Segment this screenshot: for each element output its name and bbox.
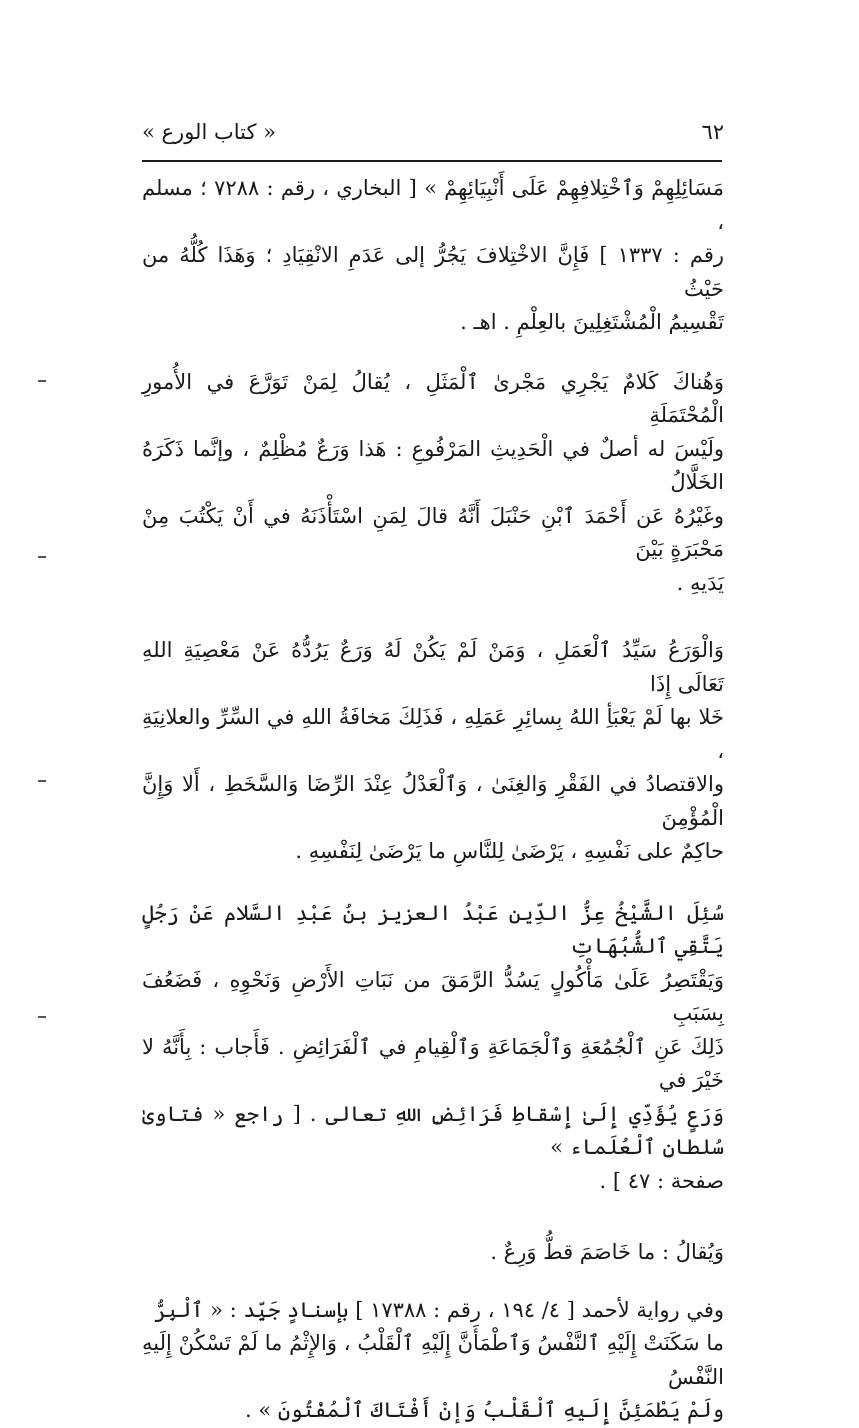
header-rule [142,160,722,162]
book-title: « كتاب الورع » [142,120,276,144]
text-line: يَدَيهِ . [676,570,724,595]
text-line: صفحة : ٤٧ ] . [599,1168,724,1193]
text-line: وَهُناكَ كَلامٌ يَجْرِي مَجْرىٰ ٱلْمَثَلِ ، يُقالُ لِمَنْ تَوَرَّعَ في الأُمورِ الْمُحْتَمَلَةِ [142,369,724,427]
text-line: رقم : ١٣٣٧ ] فَإِنَّ الاخْتِلافَ يَجُرُّ إلى عَدَمِ الانْقِيَادِ ؛ وَهَذَا كُلُّهُ من حَيْثُ [142,243,724,301]
text-line: خَلا بها لَمْ يَعْبَأِ اللهُ بِسائِرِ عَمَلِهِ ، فَذَلِكَ مَخافَةُ اللهِ في السِّرِّ والعلانِيَةِ ، [142,705,725,763]
page-header [142,112,724,152]
margin-mark [38,556,46,558]
text-line: ذَلِكَ عَنِ ٱلْجُمُعَةِ وَٱلْجَمَاعَةِ وَٱلْقِيامِ في ٱلْفَرَائِضِ . فَأَجاب : بِأَنَّهُ لا خَيْرَ في [142,1034,724,1092]
paragraph [142,1294,724,1428]
text-line: مَسَائِلِهِمْ وَٱخْتِلافِهِمْ عَلَى أَنْبِيَائِهِمْ » [ البخاري ، رقم : ٧٢٨٨ ؛ مسلم ، [142,176,725,234]
text-line: تَقْسِيمُ الْمُشْتَغِلِينَ بالعِلْمِ . اهـ . [460,310,724,334]
margin-mark [38,780,46,782]
text-line: وَالْوَرَعُ سَيِّدُ ٱلْعَمَلِ ، وَمَنْ لَمْ يَكُنْ لَهُ وَرَعٌ يَرُدُّهُ عَنْ مَعْصِيَةِ اللهِ تَعَالَى إِذَا [142,638,724,696]
paragraph [142,634,724,869]
text-line: وفي رواية لأحمد [ ٤/ ١٩٤ ، رقم : ١٧٣٨٨ ] بإسنادٍ جَيِّد : « ٱلْبِرُّ [154,1297,724,1322]
text-line: وغَيْرُهُ عَن أَحْمَدَ ٱبْنِ حَنْبَلَ أَنَّهُ قالَ لِمَنِ اسْتَأْذَنَهُ في أَنْ يَكْتُبَ مِنْ مَحْبَرَةٍ بَيْنَ [142,503,724,561]
text-line: سُئِلَ الشَّيْخُ عِزُّ الدِّين عَبْدُ العزيز بنُ عَبْدِ السَّلام عَنْ رَجُلٍ يَتَّقِي ٱلشُّبُهَاتِ [142,900,724,958]
margin-mark [38,1016,46,1018]
text-line: ما سَكَنَتْ إِلَيْهِ ٱلنَّفْسُ وَٱطْمَأَنَّ إِلَيْهِ ٱلْقَلْبُ ، وَالإِثْمُ ما لَمْ تَسْكُنْ إِلَيهِ النَّفْسُ [142,1331,724,1389]
text-line: وَيَقْتَصِرُ عَلَىٰ مَأْكُولٍ يَسُدُّ الرَّمَقَ من نَبَاتِ الأَرْضِ وَنَحْوِهِ ، فَضَعُفَ بِسَبَبِ [142,967,724,1025]
paragraph [142,1236,724,1270]
text-line: وَرَعٍ يُؤَدِّي إِلَىٰ إِسْقاطِ فَرَائِضِ اللهِ تعالى . [ راجع « فتاوىٰ سُلطانِ ٱلْعُلَماء » [142,1101,724,1159]
text-line: ولَيْسَ له أصلٌ في الْحَدِيثِ المَرْفُوعِ : هَذا وَرَعٌ مُظْلِمٌ ، وإنَّما ذَكَرَهُ الخَلَّالُ [142,436,724,494]
paragraph [142,366,724,601]
page-body [142,168,724,1428]
text-line: والاقتصادُ في الفَقْرِ وَالغِنَىٰ ، وَٱلْعَدْلُ عِنْدَ الرِّضَا وَالسَّخَطِ ، أَلا وَإِنَّ الْمُؤْمِنَ [142,772,724,830]
paragraph [142,172,724,340]
paragraph [142,897,724,1199]
text-line: ولَمْ يَطْمَئِنَّ إِلَيهِ ٱلْقَلْبُ وَإنْ أَفْتَاكَ ٱلْمُفْتُونَ » . [245,1398,724,1422]
page-number: ٦٢ [701,120,724,144]
margin-mark [38,380,46,382]
text-line: حاكِمٌ على نَفْسِهِ ، يَرْضَىٰ لِلنَّاسِ ما يَرْضَىٰ لِنَفْسِهِ . [295,839,724,863]
text-line: وَيُقالُ : ما خَاصَمَ قطُّ وَرِعٌ . [490,1240,724,1264]
